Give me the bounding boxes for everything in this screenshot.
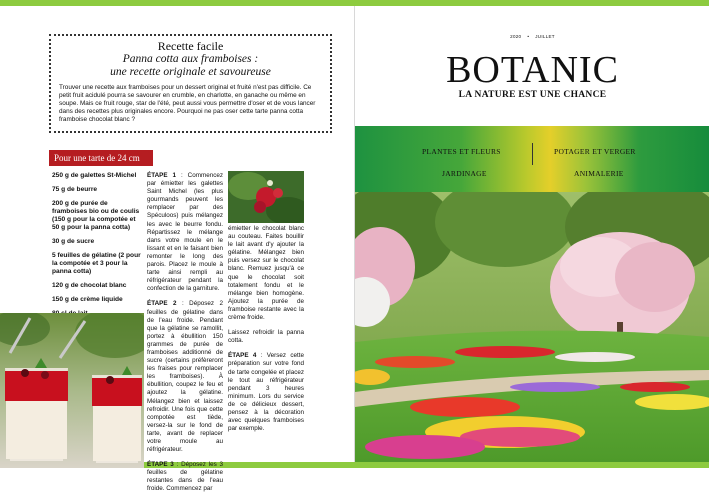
date-separator: • (527, 34, 530, 39)
recipe-intro-box (49, 34, 332, 133)
ingredient-item: 250 g de galettes St-Michel (52, 172, 137, 179)
nav-plantes-et-fleurs[interactable]: PLANTES ET FLEURS (422, 147, 501, 156)
steps-column-2 (228, 225, 304, 440)
issue-date (355, 34, 709, 39)
steps-column-1 (147, 172, 223, 501)
ingredient-item: 120 g de chocolat blanc (52, 282, 127, 289)
nav-potager-et-verger[interactable]: POTAGER ET VERGER (554, 147, 636, 156)
left-page (0, 6, 354, 493)
ingredient-item: 200 g de purée de framboises bio ou de coulis (150 g pour la compotée et 50 g pour la panna cotta) (52, 200, 140, 231)
magazine-tagline: LA NATURE EST UNE CHANCE (458, 90, 607, 100)
recipe-subtitle-line2: une recette originale et savoureuse (110, 66, 271, 78)
step-paragraph: Laissez refroidir la panna cotta. (228, 329, 304, 345)
ingredients-list (52, 172, 144, 324)
magazine-title: BOTANIC (446, 49, 619, 91)
garden-photo (355, 192, 709, 462)
ingredient-item: 75 g de beurre (52, 186, 98, 193)
right-page (354, 6, 709, 462)
ingredient-item: 5 feuilles de gélatine (2 pour la compotée et 3 pour la panna cotta) (52, 252, 141, 275)
panna-cotta-photo (0, 313, 144, 468)
ingredient-item: 30 g de sucre (52, 238, 95, 245)
ingredient-item: 150 g de crème liquide (52, 296, 123, 303)
raspberry-illustration (228, 171, 304, 223)
garden-illustration (355, 192, 709, 462)
panna-cotta-illustration (0, 313, 144, 468)
recipe-heading: Recette facile (157, 39, 224, 53)
recipe-subtitle-line1: Panna cotta aux framboises : (122, 53, 259, 65)
step-paragraph: ÉTAPE 4 : Versez cette préparation sur votre fond de tarte congelée et placez le tout au réfrigérateur pendant 3 heures minimum. Lors du service de ce délicieux dessert, pensez à la décoration avec quelques framboises par exemple. (228, 352, 304, 433)
step-paragraph: émietter le chocolat blanc au couteau. Faites bouillir le lait avant d'y ajouter la gélatine. Mélangez bien puis versez sur le chocolat blanc. Remuez jusqu'à ce que le chocolat soit totalement fondu et le mélange bien homogène. Ajoutez la purée de framboise restante avec la crème froide. (228, 225, 304, 322)
nav-animalerie[interactable]: ANIMALERIE (574, 169, 624, 178)
recipe-intro-text: Trouver une recette aux framboises pour un dessert original et fruité n'est pas difficile. Ce petit fruit acidulé pourra se savourer en crumble, en charlotte, en ganache ou même en soupe. Mais ce fruit rouge, star de l'été, peut aussi vous permettre d'oser et de vous lancer dans des recettes plus originales encore. Pourquoi ne pas oser cette tarte panna cotta framboise chocolat blanc ? (59, 84, 316, 123)
nav-divider (532, 143, 533, 165)
step-paragraph: ÉTAPE 1 : Commencez par émietter les galettes Saint Michel (les plus gourmands peuvent les remplacer par des Spéculoos) puis mélangez les avec le beurre fondu. Répartissez le mélange dans votre moule en le lissant et en le faisant bien remonter le long des parois. Placez le moule à tarte ainsi rempli au réfrigérateur pendant la confection de la garniture. (147, 172, 224, 293)
issue-month: JUILLET (535, 34, 555, 39)
nav-jardinage[interactable]: JARDINAGE (442, 169, 487, 178)
issue-year: 2020 (510, 34, 522, 39)
serving-banner: Pour une tarte de 24 cm (49, 150, 153, 166)
raspberry-photo (228, 171, 304, 223)
step-paragraph: ÉTAPE 3 : Déposez les 3 feuilles de gélatine restantes dans de l'eau froide. Commencez par (147, 461, 223, 493)
step-paragraph: ÉTAPE 2 : Déposez 2 feuilles de gélatine dans de l'eau froide. Pendant que la gélatine se ramollit, portez à ébullition 150 grammes de purée de framboises additionné de sucre (certains préfèreront les fraises pour remplacer les framboises). À ébullition, coupez le feu et ajoutez la gélatine. Mélangez bien et laissez refroidir. Une fois que cette compotée est tiède, versez-la sur le fond de tarte, avant de replacer votre moule au réfrigérateur. (147, 300, 223, 454)
